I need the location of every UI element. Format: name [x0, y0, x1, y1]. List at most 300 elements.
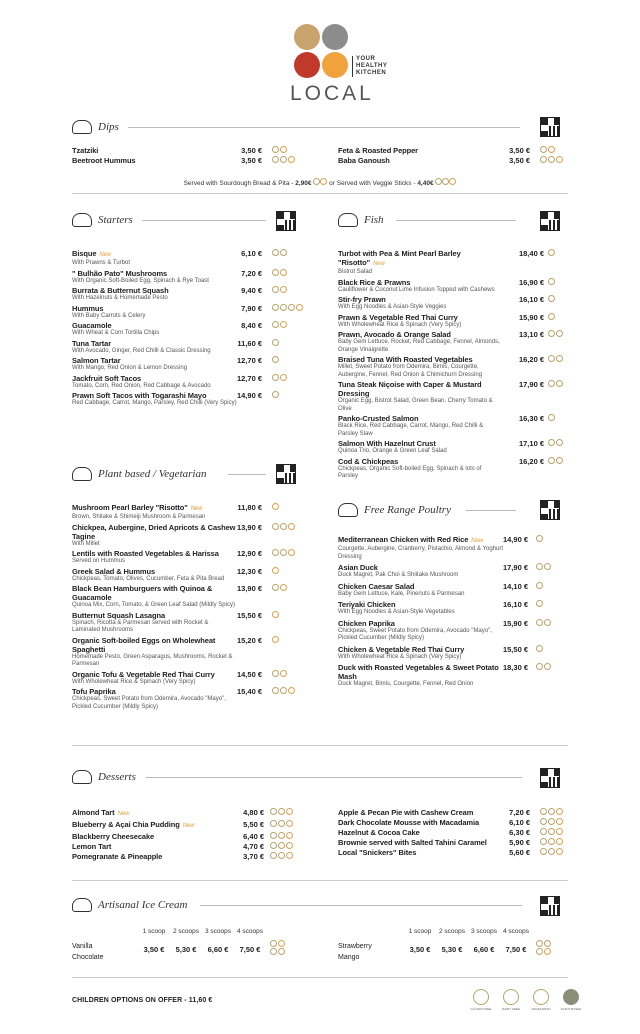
item-name-text: Salmon Tartar	[72, 356, 121, 365]
qr-code-icon[interactable]	[540, 117, 560, 137]
item-price: 3,70 €	[243, 852, 264, 861]
item-name-text: Hazelnut & Cocoa Cake	[338, 828, 420, 837]
item-price: 16,10 €	[518, 295, 544, 304]
menu-item	[72, 249, 307, 268]
gluten-free-icon	[272, 670, 279, 677]
item-price: 13,90 €	[236, 522, 262, 532]
section-rule	[146, 777, 522, 778]
section-title: Free Range Poultry	[364, 504, 451, 516]
item-description: Baby Gem Lettuce, Kale, Pinenuts & Parmesan	[338, 590, 465, 597]
ice-flavours-left	[72, 941, 104, 963]
menu-item	[72, 687, 307, 711]
gluten-free-icon	[540, 146, 547, 153]
gluten-free-icon	[278, 832, 285, 839]
cloche-icon	[72, 213, 92, 227]
item-description: With Millet	[72, 540, 100, 547]
plant-list	[72, 503, 307, 712]
item-name-text: Duck with Roasted Vegetables & Sweet Potato Mash	[338, 663, 499, 681]
qr-code-icon[interactable]	[540, 211, 560, 231]
item-price: 15,40 €	[236, 687, 262, 696]
menu-item	[72, 636, 307, 669]
item-price: 6,10 €	[241, 249, 262, 258]
diet-icons	[272, 523, 295, 530]
item-description: With Hazelnuts & Homemade Pesto	[72, 295, 168, 301]
gluten-free-icon	[270, 820, 277, 827]
item-name-text: Blueberry & Açai Chia Pudding	[72, 820, 180, 829]
vegetarian-icon	[556, 818, 563, 825]
ice-icons-left	[270, 940, 290, 955]
item-price: 4,70 €	[243, 842, 264, 851]
gluten-free-icon	[540, 156, 547, 163]
scoop-label: 3 scoops	[204, 928, 232, 935]
gluten-free-icon	[278, 842, 285, 849]
gluten-free-icon	[540, 828, 547, 835]
gluten-free-icon	[280, 156, 287, 163]
menu-item	[72, 832, 302, 841]
item-price: 14,50 €	[236, 669, 262, 679]
gluten-free-icon	[556, 330, 563, 337]
gluten-free-icon	[540, 848, 547, 855]
item-price: 16,20 €	[518, 355, 544, 364]
diet-icons	[272, 286, 287, 293]
menu-item	[338, 838, 568, 847]
poultry-list	[338, 535, 573, 691]
menu-item	[72, 820, 302, 831]
vegetarian-icon	[556, 828, 563, 835]
item-name-text: Apple & Pecan Pie with Cashew Cream	[338, 808, 474, 817]
menu-item	[72, 567, 307, 584]
gluten-free-icon	[280, 523, 287, 530]
gluten-free-icon	[270, 852, 277, 859]
diet-icons	[548, 330, 563, 337]
diet-icons	[536, 663, 551, 670]
item-description: Bistrot Salad	[338, 269, 373, 275]
gluten-free-icon	[548, 818, 555, 825]
legend-label: DAIRY FREE	[502, 1007, 520, 1011]
item-price: 3,50 €	[509, 146, 530, 155]
item-name-text: Asian Duck	[338, 563, 378, 572]
dairy-free-icon	[270, 948, 277, 955]
ice-price: 3,50 €	[409, 945, 431, 954]
legend-label: GLUTEN FREE	[470, 1007, 492, 1011]
menu-item	[338, 249, 573, 277]
gluten-free-icon	[473, 989, 489, 1005]
item-description: With Mango, Red Onion & Lemon Dressing	[72, 365, 188, 371]
item-price: 7,20 €	[241, 268, 262, 278]
menu-item	[338, 828, 568, 837]
item-price: 12,30 €	[236, 566, 262, 576]
vegetarian-icon	[280, 321, 287, 328]
section-rule	[396, 220, 516, 221]
menu-item	[338, 439, 573, 456]
diet-icons	[548, 380, 563, 387]
item-name	[72, 146, 302, 155]
plant-based-icon	[278, 948, 285, 955]
item-name	[72, 832, 302, 841]
menu-item	[72, 321, 307, 338]
dips-left-list	[72, 146, 302, 166]
vegetarian-icon	[278, 940, 285, 947]
menu-item	[72, 852, 302, 861]
item-price: 5,90 €	[509, 838, 530, 847]
gluten-free-icon	[536, 619, 543, 626]
diet-icons	[548, 278, 555, 285]
gluten-free-icon	[272, 304, 279, 311]
item-name-text: Blackberry Cheesecake	[72, 832, 155, 841]
item-name-text: Cod & Chickpeas	[338, 456, 399, 466]
menu-item	[72, 339, 307, 356]
flavour: Vanilla	[72, 943, 93, 950]
vegetarian-icon	[556, 808, 563, 815]
item-price: 3,50 €	[241, 156, 262, 165]
menu-item	[338, 313, 573, 330]
menu-item	[338, 645, 573, 662]
gluten-free-icon	[548, 355, 555, 362]
qr-code-icon[interactable]	[540, 768, 560, 788]
item-name	[338, 818, 568, 827]
item-description: Chickpeas, Organic Soft-boiled Egg, Spinach & lots of Parsley	[338, 465, 482, 479]
gluten-free-icon	[270, 940, 277, 947]
item-price: 17,90 €	[502, 563, 528, 572]
fish-icon	[338, 213, 358, 227]
item-price: 16,10 €	[502, 600, 528, 609]
item-name-text: Lentils with Roasted Vegetables & Harissa	[72, 549, 219, 558]
item-name-text: Local "Snickers" Bites	[338, 848, 417, 857]
diet-icons	[272, 356, 279, 363]
item-name	[338, 838, 568, 847]
legend-label: PLANT BASED	[560, 1007, 582, 1011]
plant-based-icon	[449, 178, 456, 185]
vegetarian-icon	[556, 156, 563, 163]
item-description: Courgette, Aubergine, Cranberry, Pistachio, Almond & Yoghurt Dressing	[338, 546, 503, 560]
item-name-text: Chicken Paprika	[338, 618, 395, 628]
vegetarian-icon	[556, 848, 563, 855]
item-description: With Wholewheat Rice & Spinach (Very Spicy)	[72, 678, 196, 685]
tagline-line: YOUR	[356, 56, 376, 62]
diet-icons	[540, 818, 563, 825]
gluten-free-icon	[548, 838, 555, 845]
ice-scoop-header-right	[404, 928, 532, 935]
gluten-free-icon	[280, 249, 287, 256]
menu-item	[72, 670, 307, 687]
menu-item	[338, 355, 573, 379]
item-description: Chickpeas, Sweet Potato from Odemira, Avocado "Mayo", Pickled Cucumber (Mildly Spicy)	[72, 696, 226, 710]
item-price: 16,30 €	[518, 414, 544, 423]
vegetarian-icon	[288, 549, 295, 556]
item-price: 13,90 €	[236, 584, 262, 593]
logo-tagline	[352, 56, 387, 77]
divider	[72, 977, 568, 978]
vegetarian-icon	[280, 670, 287, 677]
diet-icons	[272, 156, 295, 163]
item-price: 6,10 €	[509, 818, 530, 827]
children-options: CHILDREN OPTIONS ON OFFER - 11,60 €	[72, 997, 213, 1004]
item-name-text: Turbot with Pea & Mint Pearl Barley "Risotto"	[338, 249, 461, 267]
item-name-text: Beetroot Hummus	[72, 156, 136, 165]
diet-icons	[536, 619, 551, 626]
menu-item	[72, 503, 307, 522]
scoop-label: 2 scoops	[172, 928, 200, 935]
item-name	[338, 146, 568, 155]
item-price: 6,40 €	[243, 832, 264, 841]
gluten-free-icon	[288, 304, 295, 311]
menu-item	[72, 304, 307, 321]
item-description: Chickpeas, Sweet Potato from Odemira, Avocado "Mayo", Pickled Cucumber (Mildly Spicy)	[338, 627, 492, 641]
diet-icons	[540, 156, 563, 163]
item-name-text: Jackfruit Soft Tacos	[72, 373, 142, 383]
item-name-text: Baba Ganoush	[338, 156, 390, 165]
note-text: Served with Sourdough Bread & Pita -	[183, 180, 296, 187]
qr-code-icon[interactable]	[276, 211, 296, 231]
diet-icons	[272, 503, 279, 510]
diet-icons	[270, 832, 293, 839]
item-name-text: Tuna Steak Niçoise with Caper & Mustard Dressing	[338, 380, 482, 398]
item-name-text: Bisque	[72, 249, 97, 258]
item-name-text: Feta & Roasted Pepper	[338, 146, 419, 155]
gluten-free-icon	[272, 584, 279, 591]
ice-price: 6,60 €	[207, 945, 229, 954]
diet-icons	[548, 295, 555, 302]
gluten-free-icon	[278, 820, 285, 827]
item-name-text: Chicken Caesar Salad	[338, 581, 415, 591]
item-description: With Organic Soft-Boiled Egg, Spinach & Rye Toast	[72, 277, 209, 284]
gluten-free-icon	[548, 295, 555, 302]
menu-item	[338, 278, 573, 295]
bowl-icon	[72, 120, 92, 134]
ice-price: 6,60 €	[473, 945, 495, 954]
ice-prices-left	[138, 945, 266, 954]
item-name-text: Teriyaki Chicken	[338, 600, 396, 609]
item-name-text: Prawn, Avocado & Orange Salad	[338, 330, 451, 339]
section-desserts	[72, 770, 136, 784]
item-name-text: Panko-Crusted Salmon	[338, 414, 419, 423]
item-name-text: Chicken & Vegetable Red Thai Curry	[338, 644, 465, 654]
ice-prices-right	[404, 945, 532, 954]
diet-icons	[548, 457, 563, 464]
diet-icons	[272, 584, 287, 591]
gluten-free-icon	[272, 269, 279, 276]
item-name-text: Mediterranean Chicken with Red Rice	[338, 535, 469, 544]
item-description: With Egg Noodles & Asian-Style Vegetables	[338, 609, 455, 615]
diet-icons	[540, 808, 563, 815]
gluten-free-icon	[540, 838, 547, 845]
vegetarian-icon	[272, 611, 279, 618]
item-description: Brown, Shitake & Shimeiji Mushroom & Parmesan	[72, 514, 206, 520]
ice-price: 5,30 €	[441, 945, 463, 954]
menu-item	[338, 582, 573, 599]
gluten-free-icon	[272, 156, 279, 163]
item-description: Served on Hummus	[72, 558, 126, 564]
item-price: 9,40 €	[241, 286, 262, 295]
item-price: 15,50 €	[236, 610, 262, 620]
item-description: With Wholewheat Rice & Spinach (Very Spicy)	[338, 321, 462, 328]
gluten-free-icon	[313, 178, 320, 185]
item-description: With Wholewheat Rice & Spinach (Very Spicy)	[338, 653, 462, 660]
gluten-free-icon	[548, 848, 555, 855]
item-description: Tomato, Corn, Red Onion, Red Cabbage & Avocado	[72, 382, 211, 389]
diet-icons	[536, 645, 543, 652]
item-description: Cauliflower & Coconut Lime Infusion Topped with Cashews	[338, 286, 495, 293]
new-badge: New	[373, 261, 385, 267]
logo-name: LOCAL	[290, 82, 374, 105]
item-name-text: Greek Salad & Hummus	[72, 566, 156, 576]
plant-based-icon	[563, 989, 579, 1005]
section-poultry	[338, 503, 451, 517]
qr-code-icon[interactable]	[540, 896, 560, 916]
gluten-free-icon	[536, 600, 543, 607]
diet-icons	[272, 146, 287, 153]
vegetarian-icon	[280, 374, 287, 381]
gluten-free-icon	[272, 339, 279, 346]
divider	[72, 193, 568, 194]
gluten-free-icon	[556, 380, 563, 387]
diet-icons	[272, 549, 295, 556]
item-description: Duck Magret, Bimis, Courgette, Fennel, Red Onion	[338, 681, 474, 687]
item-name-text: Salmon With Hazelnut Crust	[338, 439, 436, 448]
diet-icons	[272, 339, 279, 346]
item-name-text: Pomegranate & Pineapple	[72, 852, 163, 861]
vegetarian-icon	[536, 948, 543, 955]
menu-item	[72, 156, 302, 165]
scoop-label: 2 scoops	[438, 928, 466, 935]
diet-icons	[272, 670, 287, 677]
section-title: Fish	[364, 214, 384, 226]
menu-item	[338, 848, 568, 857]
item-name-text: Prawn Soft Tacos with Togarashi Mayo	[72, 391, 207, 400]
menu-item	[338, 563, 573, 580]
item-price: 16,20 €	[518, 456, 544, 466]
gluten-free-icon	[280, 549, 287, 556]
vegetarian-icon	[280, 269, 287, 276]
item-description: Millet, Sweet Potato from Odemira, Bimis, Courgette, Aubergine, Fennel, Red Onion & Chimichurri Dressing	[338, 364, 483, 378]
diet-legend	[470, 989, 582, 1011]
dips-note	[0, 178, 640, 187]
gluten-free-icon	[536, 563, 543, 570]
dairy-free-icon	[442, 178, 449, 185]
item-price: 6,30 €	[509, 828, 530, 837]
diet-icons	[536, 600, 543, 607]
gluten-free-icon	[272, 374, 279, 381]
legend-item	[470, 989, 492, 1011]
vegetarian-icon	[280, 286, 287, 293]
vegetarian-icon	[288, 523, 295, 530]
gluten-free-icon	[548, 278, 555, 285]
item-price: 7,90 €	[241, 303, 262, 313]
logo-circle-icon	[294, 24, 320, 50]
logo-carrot-icon	[322, 52, 348, 78]
menu-item	[72, 842, 302, 851]
item-name-text: Stir-fry Prawn	[338, 295, 386, 304]
tagline-line: HEALTHY	[356, 63, 388, 69]
vegetarian-icon	[272, 567, 279, 574]
diet-icons	[540, 146, 555, 153]
item-price: 17,90 €	[518, 380, 544, 389]
menu-item	[338, 808, 568, 817]
menu-item	[72, 356, 307, 373]
item-name-text: Almond Tart	[72, 808, 115, 817]
item-price: 12,70 €	[236, 373, 262, 383]
menu-item	[338, 619, 573, 643]
item-name-text: Tofu Paprika	[72, 687, 116, 696]
gluten-free-icon	[556, 457, 563, 464]
tagline-line: KITCHEN	[356, 70, 387, 76]
diet-icons	[272, 269, 287, 276]
diet-icons	[540, 838, 563, 845]
gluten-free-icon	[536, 645, 543, 652]
desserts-left-list	[72, 808, 302, 862]
item-name-text: Black Rice & Prawns	[338, 277, 411, 287]
item-name	[72, 820, 302, 831]
item-name-text: Chickpea, Aubergine, Dried Apricots & Cashew Tagine	[72, 522, 236, 541]
item-price: 18,30 €	[502, 663, 528, 672]
new-badge: New	[471, 538, 483, 544]
item-price: 14,90 €	[502, 535, 528, 544]
item-name	[338, 808, 568, 817]
item-name	[338, 848, 568, 857]
item-price: 12,70 €	[236, 356, 262, 365]
menu-item	[338, 295, 573, 312]
item-description: Duck Magret, Pak Choi & Shiitake Mushroom	[338, 572, 459, 578]
diet-icons	[270, 852, 293, 859]
menu-item	[72, 584, 307, 610]
item-description: Chickpeas, Tomato, Olives, Cucumber, Feta & Pita Bread	[72, 575, 225, 582]
item-price: 16,90 €	[518, 277, 544, 287]
dairy-free-icon	[503, 989, 519, 1005]
menu-item	[338, 330, 573, 354]
item-price: 15,50 €	[502, 644, 528, 654]
gluten-free-icon	[540, 818, 547, 825]
gluten-free-icon	[270, 832, 277, 839]
gluten-free-icon	[435, 178, 442, 185]
ice-icons-right	[536, 940, 556, 955]
menu-item	[72, 611, 307, 635]
vegetarian-icon	[288, 156, 295, 163]
item-price: 14,10 €	[502, 581, 528, 591]
diet-icons	[548, 249, 555, 256]
diet-icons	[272, 391, 279, 398]
vegetarian-icon	[548, 146, 555, 153]
gluten-free-icon	[272, 321, 279, 328]
menu-item	[338, 600, 573, 617]
menu-item	[338, 818, 568, 827]
item-name-text: Guacamole	[72, 321, 112, 330]
ice-cream-icon	[72, 898, 92, 912]
qr-code-icon[interactable]	[540, 500, 560, 520]
flavour: Strawberry	[338, 943, 372, 950]
legend-item	[500, 989, 522, 1011]
scoop-label: 3 scoops	[470, 928, 498, 935]
diet-icons	[536, 563, 551, 570]
leaf-icon	[72, 467, 92, 481]
diet-icons	[270, 808, 293, 815]
gluten-free-icon	[536, 663, 543, 670]
item-price: 8,40 €	[241, 321, 262, 330]
section-title: Artisanal Ice Cream	[98, 899, 188, 911]
gluten-free-icon	[548, 808, 555, 815]
item-name-text: Burrata & Butternut Squash	[72, 286, 169, 295]
item-description: With Egg Noodles & Asian-Style Veggies	[338, 304, 447, 310]
ice-price: 7,50 €	[505, 945, 527, 954]
menu-item	[72, 808, 302, 819]
plant-based-icon	[544, 948, 551, 955]
new-badge: New	[99, 252, 112, 258]
qr-code-icon[interactable]	[276, 464, 296, 484]
item-price: 13,10 €	[518, 330, 544, 339]
chicken-icon	[338, 503, 358, 517]
section-rule	[128, 127, 520, 128]
vegetarian-icon	[556, 838, 563, 845]
gluten-free-icon	[548, 457, 555, 464]
